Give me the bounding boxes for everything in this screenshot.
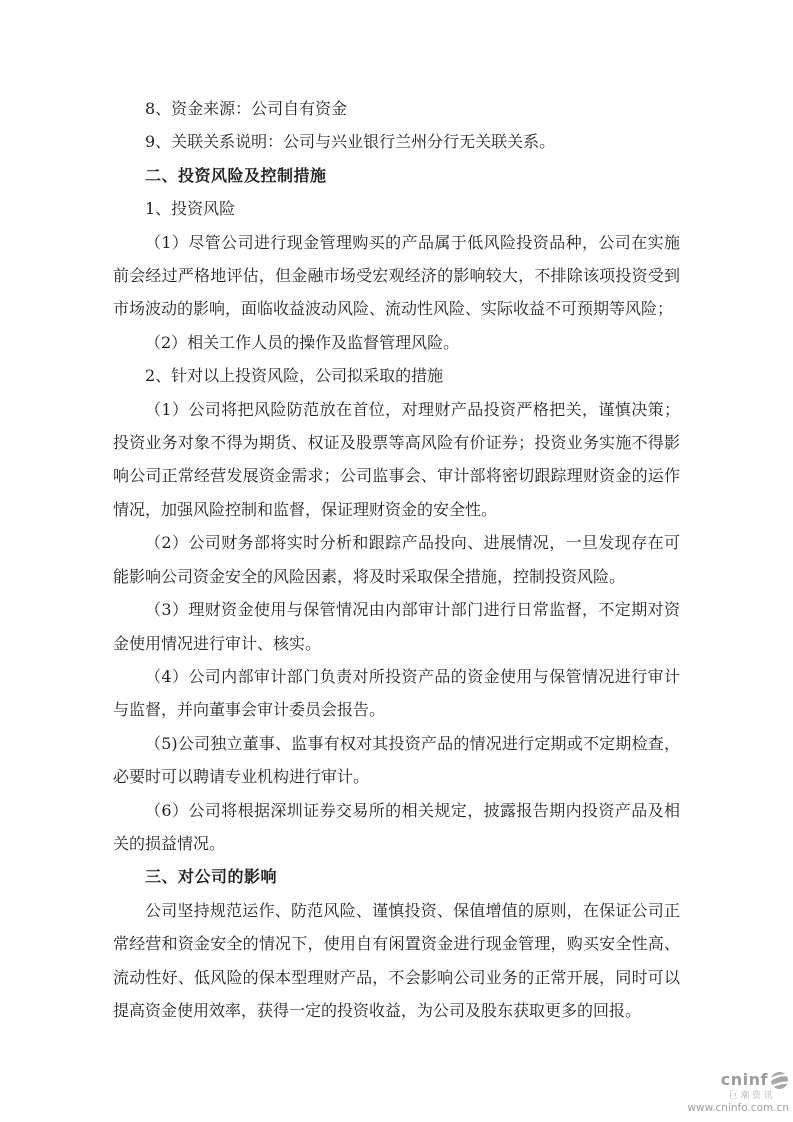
paragraph: （2）公司财务部将实时分析和跟踪产品投向、进展情况，一旦发现存在可能影响公司资金安全的风险因素，将及时采取保全措施，控制投资风险。 [113, 533, 680, 586]
paragraph: 2、针对以上投资风险，公司拟采取的措施 [145, 366, 444, 386]
cninfo-chinese-name: 巨潮资讯 [728, 1090, 775, 1101]
paragraph: （1）尽管公司进行现金管理购买的产品属于低风险投资品种，公司在实施前会经过严格地评估，但金融市场受宏观经济的影响较大，不排除该项投资受到市场波动的影响，面临收益波动风险、流动性风险、实际收益不可预期等风险； [113, 232, 680, 319]
paragraph: （2）相关工作人员的操作及监督管理风险。 [145, 332, 460, 352]
paragraph: （6）公司将根据深圳证券交易所的相关规定，披露报告期内投资产品及相关的损益情况。 [113, 800, 680, 853]
paragraph: 1、投资风险 [145, 199, 236, 219]
section-heading: 二、投资风险及控制措施 [145, 165, 327, 185]
paragraph: 9、关联关系说明：公司与兴业银行兰州分行无关联关系。 [145, 132, 556, 152]
paragraph: （3）理财资金使用与保管情况由内部审计部门进行日常监督，不定期对资金使用情况进行审计、核实。 [113, 600, 680, 653]
section-heading: 三、对公司的影响 [145, 867, 278, 887]
paragraph: （1）公司将把风险防范放在首位，对理财产品投资严格把关，谨慎决策；投资业务对象不得为期货、权证及股票等高风险有价证券；投资业务实施不得影响公司正常经营发展资金需求；公司监事会、审计部将密切跟踪理财资金的运作情况，加强风险控制和监督，保证理财资金的安全性。 [113, 399, 680, 519]
cninfo-logo [687, 1071, 789, 1090]
paragraph: （4）公司内部审计部门负责对所投资产品的资金使用与保管情况进行审计与监督，并向董事会审计委员会报告。 [113, 666, 680, 720]
cninfo-url: www.cninfo.com.cn [687, 1101, 789, 1114]
cninfo-swirl-icon [770, 1071, 789, 1090]
paragraph: （5)公司独立董事、监事有权对其投资产品的情况进行定期或不定期检查，必要时可以聘请专业机构进行审计。 [113, 733, 680, 787]
cninfo-logo-text: cninf [720, 1069, 768, 1089]
cninfo-watermark [687, 1071, 789, 1114]
document-body [113, 92, 680, 1027]
paragraph: 8、资金来源：公司自有资金 [145, 99, 348, 118]
paragraph: 公司坚持规范运作、防范风险、谨慎投资、保值增值的原则，在保证公司正常经营和资金安全的情况下，使用自有闲置资金进行现金管理，购买安全性高、流动性好、低风险的保本型理财产品，不会影响公司业务的正常开展，同时可以提高资金使用效率，获得一定的投资收益，为公司及股东获取更多的回报。 [113, 900, 680, 1020]
